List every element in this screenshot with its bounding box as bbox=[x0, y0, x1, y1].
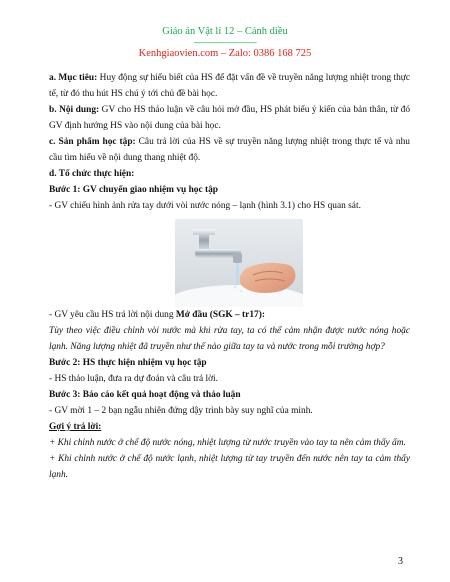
step2-heading: Bước 2: HS thực hiện nhiệm vụ học tập bbox=[49, 358, 207, 368]
header-divider: ----------------------------- bbox=[193, 38, 257, 47]
objective-paragraph bbox=[49, 70, 410, 102]
suggested-answer-heading: Gợi ý trả lời: bbox=[49, 422, 102, 432]
step3-text: - GV mời 1 – 2 bạn ngẫu nhiên đứng dậy trình bày suy nghĩ của mình. bbox=[49, 406, 313, 416]
opening-question: Tùy theo việc điều chỉnh vòi nước mà khi rửa tay, ta có thể cảm nhận được nước nóng hoặc lạnh. Năng lượng nhiệt đã truyền như thế nào giữa tay ta và nước trong mỗi trường hợp? bbox=[49, 326, 410, 352]
product-label: c. Sản phẩm học tập: bbox=[49, 137, 136, 147]
content-text: GV cho HS thảo luận về câu hỏi mở đầu, HS phát biểu ý kiến của bản thân, từ đó GV định hướng HS vào nội dung của bài học. bbox=[49, 105, 411, 131]
answer-cold-water: + Khi chỉnh nước ở chế độ nước lạnh, nhiệt lượng từ tay truyền đến nước nên tay ta cảm thấy lạnh. bbox=[49, 454, 410, 480]
page-header bbox=[0, 26, 450, 60]
objective-label: a. Mục tiêu: bbox=[49, 73, 98, 83]
document-body bbox=[49, 70, 410, 483]
question-prompt-text: - GV yêu cầu HS trả lời nội dung bbox=[49, 310, 176, 320]
header-title: Giáo án Vật lí 12 – Cánh diều bbox=[162, 26, 288, 37]
content-paragraph bbox=[49, 102, 410, 134]
organization-heading: d. Tổ chức thực hiện: bbox=[49, 169, 135, 179]
opening-reference: Mở đầu (SGK – tr17): bbox=[175, 310, 265, 320]
step1-heading: Bước 1: GV chuyển giao nhiệm vụ học tập bbox=[49, 185, 218, 195]
page-number: 3 bbox=[398, 556, 403, 567]
content-label: b. Nội dung: bbox=[49, 105, 100, 115]
answer-hot-water: + Khi chỉnh nước ở chế độ nước nóng, nhiệt lượng từ nước truyền vào tay ta nên cảm thấy ấm. bbox=[49, 438, 406, 448]
step3-heading: Bước 3: Báo cáo kết quả hoạt động và thảo luận bbox=[49, 390, 241, 400]
product-text: Câu trả lời của HS về sự truyền năng lượng nhiệt trong thực tế và nhu cầu tìm hiểu về nội dung thang nhiệt độ. bbox=[49, 137, 410, 163]
product-paragraph bbox=[49, 134, 410, 166]
handwashing-photo bbox=[175, 219, 303, 307]
objective-text: Huy động sự hiểu biết của HS để đặt vấn đề về truyền năng lượng nhiệt trong thực tế, từ đó thu hút HS chú ý tới chủ đề bài học. bbox=[49, 73, 410, 99]
step2-text: - HS thảo luận, đưa ra dự đoán và câu trả lời. bbox=[49, 374, 218, 384]
header-contact: Kenhgiaovien.com – Zalo: 0386 168 725 bbox=[138, 48, 312, 59]
question-prompt bbox=[49, 307, 410, 323]
step1-text: - GV chiếu hình ảnh rửa tay dưới vòi nước nóng – lạnh (hình 3.1) cho HS quan sát. bbox=[49, 201, 361, 211]
